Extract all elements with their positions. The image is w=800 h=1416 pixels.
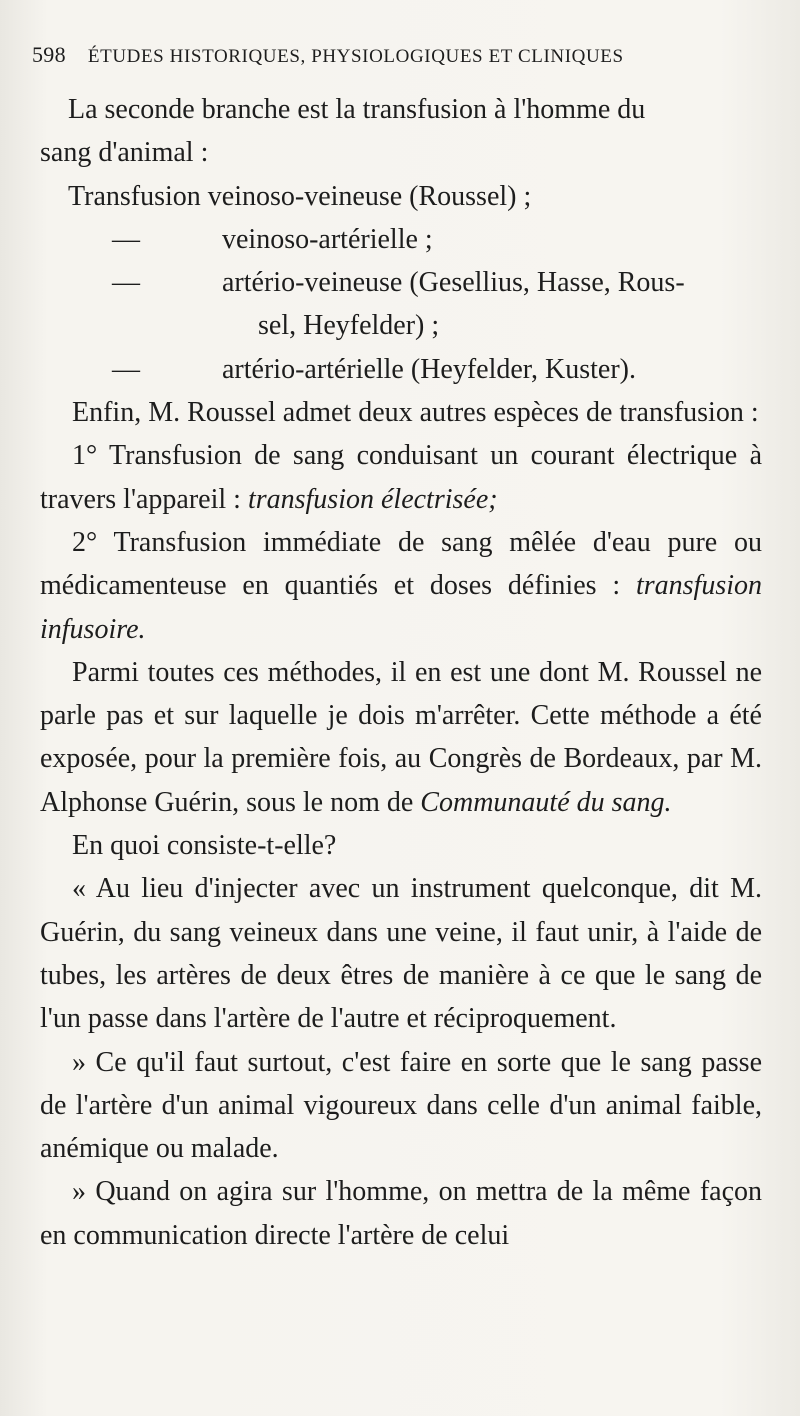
page-number: 598 — [32, 42, 66, 67]
quote-paragraph: « Au lieu d'injecter avec un instrument quelconque, dit M. Guérin, du sang veineux dans une veine, il faut unir, à l'aide de tubes, les artères de deux êtres de manière à ce que le sang de l'un passe dans l'artère de l'autre et réciproquement. — [40, 873, 762, 1035]
italic-term: transfusion infusoire. — [40, 570, 762, 645]
ditto-dash: — — [112, 353, 140, 385]
transfusion-type-2: — veinoso-artérielle ; — [40, 218, 762, 261]
quote-paragraph: » Quand on agira sur l'homme, on mettra de la même façon en communication directe l'artère de celui — [40, 1176, 762, 1251]
ditto-dash: — — [112, 267, 140, 299]
paragraph: Parmi toutes ces méthodes, il en est une dont M. Roussel ne parle pas et sur laquelle je dois m'arrêter. Cette méthode a été exposée, pour la première fois, au Congrès de Bordeaux, par M. Alphonse Guérin, sous le nom de Communauté du sang. — [40, 656, 762, 818]
ditto-dash: — — [112, 223, 140, 255]
page-body — [40, 88, 762, 1257]
text-line: La seconde branche est la transfusion à l'homme du — [68, 94, 646, 125]
running-title: ÉTUDES HISTORIQUES, PHYSIOLOGIQUES ET CLINIQUES — [87, 46, 624, 67]
transfusion-type-1: Transfusion veinoso-veineuse (Roussel) ; — [68, 180, 532, 212]
transfusion-type-4: — artério-artérielle (Heyfelder, Kuster). — [40, 348, 762, 391]
quote-paragraph: » Ce qu'il faut surtout, c'est faire en sorte que le sang passe de l'artère d'un animal vigoureux dans celle d'un animal faible, anémique ou malade. — [40, 1046, 762, 1165]
running-header — [32, 42, 752, 68]
paragraph: En quoi consiste-t-elle? — [72, 830, 337, 862]
italic-term: transfusion électrisée; — [247, 483, 498, 515]
numbered-item-1: 1° Transfusion de sang conduisant un courant électrique à travers l'appareil : transfusion électrisée; — [40, 440, 763, 515]
item-number: 2° — [72, 526, 98, 558]
numbered-item-2: 2° Transfusion immédiate de sang mêlée d'eau pure ou médicamenteuse en quantiés et doses définies : transfusion infusoire. — [40, 526, 762, 645]
italic-term: Communauté du sang. — [420, 786, 672, 818]
transfusion-type-3-cont: sel, Heyfelder) ; — [258, 310, 440, 342]
text-line: sang d'animal : — [40, 137, 209, 169]
paragraph: Enfin, M. Roussel admet deux autres espèces de transfusion : — [72, 397, 759, 429]
item-number: 1° — [72, 440, 98, 472]
transfusion-type-3: — artério-veineuse (Gesellius, Hasse, Rous- — [40, 261, 762, 304]
